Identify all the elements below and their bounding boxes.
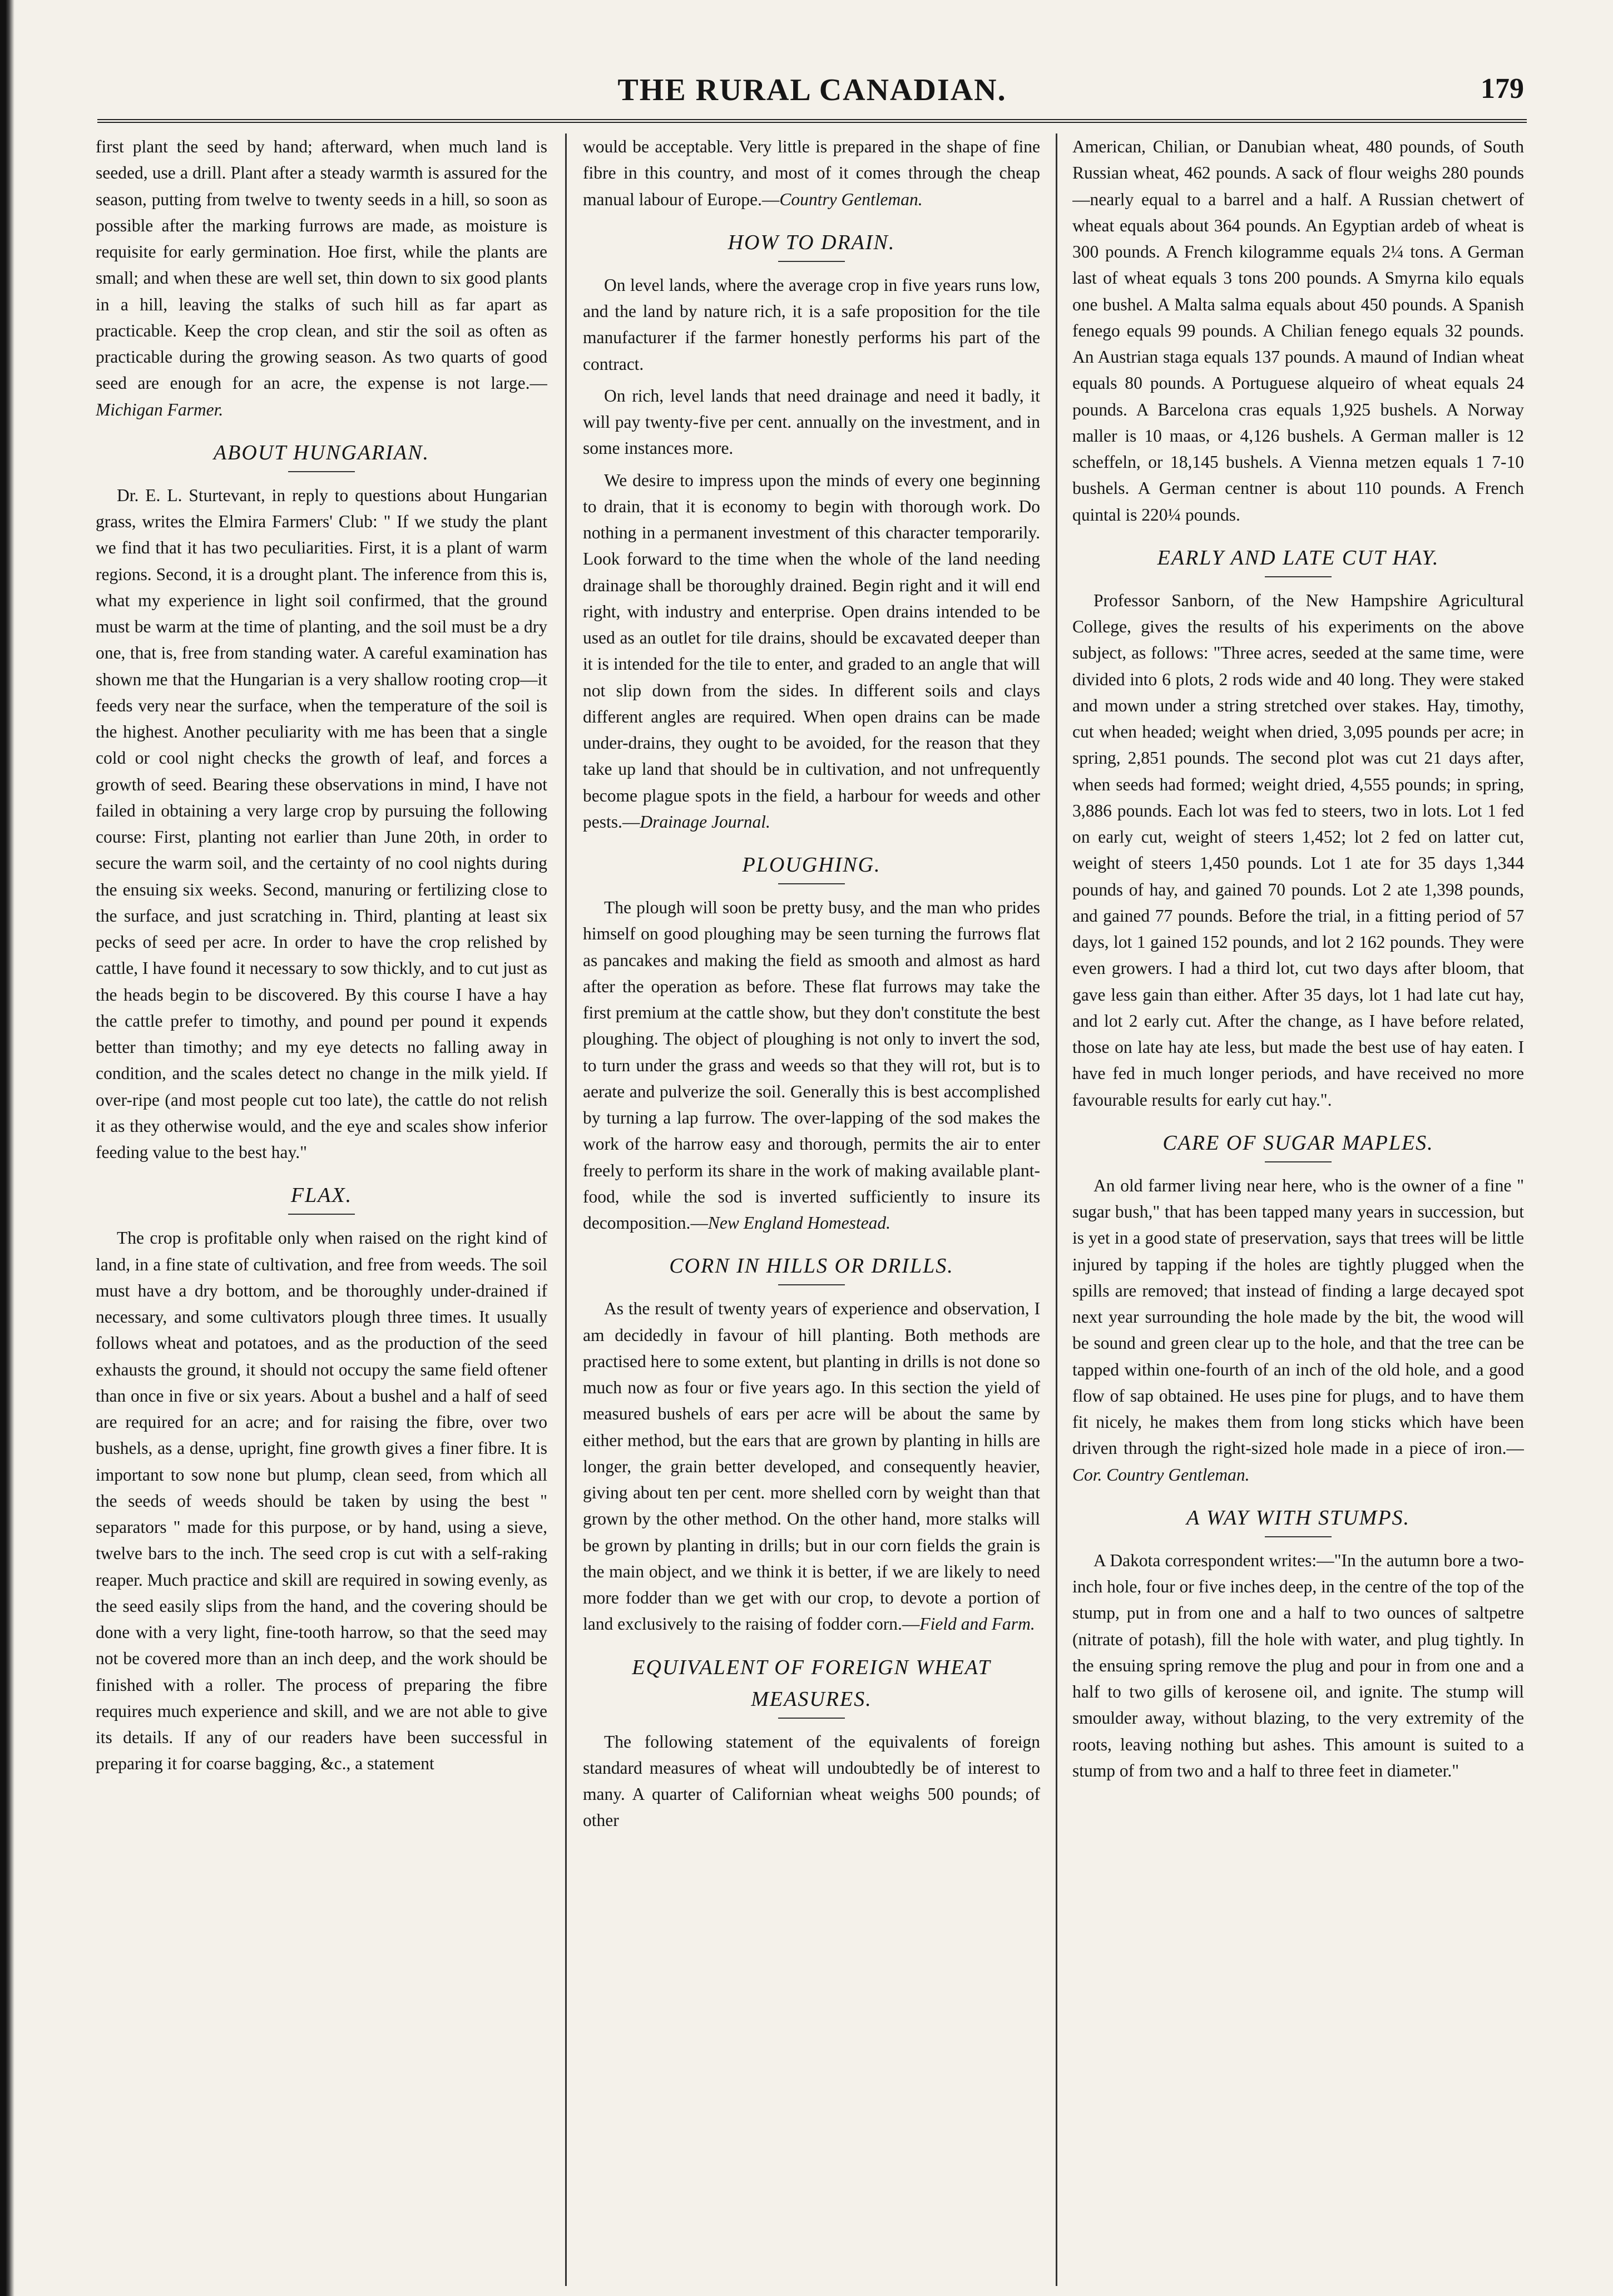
article-paragraph: Dr. E. L. Sturtevant, in reply to questions about Hungarian grass, writes the Elmira Farmers' Club: " If we study the plant we find that it has two peculiarities. First, it is a plant of warm regions. Second, it is a drought plant. The inference from this is, what my experience in light soil confirmed, that the ground must be warm at the time of planting, and the soil must be a dry one, that is, free from standing water. A careful examination has shown me that the Hungarian is a very shallow rooting crop—it feeds very near the surface, when the temperature of the soil is the highest. Another peculiarity with me has been that a single cold or cool night checks the growth of leaf, and forces a growth of seed. Bearing these observations in mind, I have not failed in obtaining a very large crop by pursuing the following course: First, planting not earlier than June 20th, in order to secure the warm soil, and the certainty of no cool nights during the ensuing six weeks. Second, manuring or fertilizing close to the surface, and just scratching in. Third, planting at least six pecks of seed per acre. In order to have the crop relished by cattle, I have found it necessary to sow thickly, and to cut just as the heads begin to be discovered. By this course I have a hay the cattle prefer to timothy, and pound per pound it expends better than timothy; and my eye detects no falling away in condition, and the scales detect no change in the milk yield. If over-ripe (and most people cut too late), the cattle do not relish it as they otherwise would, and the eye and scales show inferior feeding value to the best hay." — [96, 485, 547, 1162]
heading-rule — [778, 883, 845, 884]
paragraph-text: The plough will soon be pretty busy, and the man who prides himself on good ploughing may be seen turning the furrows flat as pancakes and making the field as smooth and almost as hard after the operation as before. These flat furrows may take the first premium at the cattle show, but they don't constitute the best ploughing. The object of ploughing is not only to invert the sod, to turn under the grass and weeds so that they will rot, but is to aerate and pulverize the soil. Generally this is best accomplished by turning a lap furrow. The over-lapping of the sod makes the work of the harrow easy and thorough, permits the air to enter freely to perform its share in the work of making available plant-food, while the sod is inverted sufficiently to insure its decomposition.— — [583, 898, 1040, 1233]
article-heading: FLAX. — [290, 1184, 353, 1208]
column-divider — [1056, 133, 1057, 2286]
article-paragraph: On rich, level lands that need drainage and need it badly, it will pay twenty-five per cent. annually on the investment, and in some instances more. — [583, 385, 1040, 458]
article-paragraph: A Dakota correspondent writes:—"In the autumn bore a two-inch hole, four or five inches deep, in the centre of the top of the stump, put in from one and a half to two ounces of saltpetre (nitrate of potash), fill the hole with water, and plug tightly. In the ensuing spring remove the plug and pour in from one and a half to two gills of kerosene oil, and ignite. The stump will smoulder away, without blazing, to the very extremity of the roots, leaving nothing but ashes. This amount is suited to a stump of from two and a half to three feet in diameter." — [1072, 1550, 1524, 1780]
article-heading: EQUIVALENT OF FOREIGN WHEAT MEASURES. — [632, 1655, 991, 1711]
header-rule — [97, 119, 1527, 123]
article-heading: CORN IN HILLS OR DRILLS. — [669, 1254, 954, 1278]
column-3 — [1072, 133, 1524, 2286]
source-credit: New England Homestead. — [707, 1213, 890, 1233]
column-2 — [583, 133, 1040, 2286]
heading-rule — [778, 261, 845, 262]
article-heading: ABOUT HUNGARIAN. — [213, 441, 430, 464]
paragraph-text: As the result of twenty years of experience and observation, I am decidedly in favour of hill planting. Both methods are practised here to some extent, but planting in drills is not done so much now as four or five years ago. In this section the yield of measured bushels of ears per acre will be about the same by either method, but the ears that are grown by planting in hills are longer, the grain better developed, and consequently heavier, giving about ten per cent. more shelled corn by weight than that grown by the other method. On the other hand, more stalks will be grown by planting in drills; but in our corn fields the grain is the main object, and we think it is better, if we are likely to need more fodder than we get with our crop, to devote a portion of land exclusively to the raising of fodder corn.— — [583, 1299, 1040, 1634]
article-paragraph — [583, 133, 1040, 212]
heading-rule — [1265, 1161, 1332, 1162]
column-1 — [96, 133, 547, 2286]
heading-rule — [778, 1718, 845, 1719]
article-heading: PLOUGHING. — [742, 853, 881, 877]
paragraph-text: An old farmer living near here, who is the owner of a fine " sugar bush," that has been tapped many years in succession, but is yet in a good state of preservation, says that trees will be little injured by tapping if the holes are tightly plugged when the spills are removed; that instead of finding a large decayed spot next year surrounding the hole made by the bit, the wood will be sound and green clear up to the hole, and that the tree can be tapped within one-fourth of an inch of the old hole, and a good flow of sap obtained. He uses pine for plugs, and to have them fit nicely, he makes them from long sticks which have been driven through the right-sized hole made in a piece of iron.— — [1072, 1175, 1524, 1458]
paragraph-text: would be acceptable. Very little is prepared in the shape of fine fibre in this country, and most of it comes through the cheap manual labour of Europe.— — [583, 137, 1040, 209]
paragraph-text: We desire to impress upon the minds of every one beginning to drain, that it is economy to begin with thorough work. Do nothing in a permanent investment of this character temporarily. Look forward to the time when the whole of the land needing drainage shall be thoroughly drained. Begin right and it will end right, with industry and enterprise. Open drains intended to be used as an outlet for tile drains, should be excavated deeper than it is intended for the tile to enter, and graded to an angle that will not slip down from the sides. In different soils and clays different angles are required. When open drains can be made under-drains, they ought to be avoided, for the reason that they take up land that should be in cultivation, and not unfrequently become plague spots in the field, a harbour for weeds and other pests.— — [583, 470, 1040, 832]
article-paragraph: On level lands, where the average crop in five years runs low, and the land by nature rich, it is a safe proposition for the tile manufacturer if the farmer honestly performs his part of the contract. — [583, 275, 1040, 374]
source-credit: Cor. Country Gentleman. — [1072, 1464, 1250, 1485]
article-heading: HOW TO DRAIN. — [728, 230, 895, 254]
paragraph-text: first plant the seed by hand; afterward, when much land is seeded, use a drill. Plant after a steady warmth is assured for the season, putting from twelve to twenty seeds in a hill, so soon as possible after the marking furrows are made, as moisture is requisite for early germination. Hoe first, while the plants are small; and when these are well set, thin down to six good plants in a hill, leaving the stalks of such hill as far apart as practicable. Keep the crop clean, and stir the soil as often as practicable during the growing season. As two quarts of good seed are enough for an acre, the expense is not large.— — [96, 137, 547, 393]
article-paragraph — [583, 894, 1040, 1236]
article-paragraph: The following statement of the equivalents of foreign standard measures of wheat will undoubtedly be of interest to many. A quarter of Californian wheat weighs 500 pounds; of other — [583, 1731, 1040, 1830]
article-heading: CARE OF SUGAR MAPLES. — [1162, 1131, 1434, 1155]
page-number: 179 — [1481, 73, 1524, 105]
page-header — [100, 72, 1524, 111]
publication-title: THE RURAL CANADIAN. — [617, 73, 1007, 107]
source-credit: Drainage Journal. — [640, 811, 770, 832]
article-paragraph: The crop is profitable only when raised on the right kind of land, in a fine state of cultivation, and free from weeds. The soil must have a dry bottom, and be thoroughly under-drained if necessary, and some cultivators plough three times. It usually follows wheat and potatoes, and as the production of the seed exhausts the ground, it should not occupy the same field oftener than once in five or six years. About a bushel and a half of seed are required for an acre; and for raising the fibre, over two bushels, as a dense, upright, fine growth gives a finer fibre. It is important to sow none but plump, clean seed, from which all the seeds of weeds should be taken by using the best " separators " made for this purpose, or by hand, using a sieve, twelve bars to the inch. The seed crop is cut with a self-raking reaper. Much practice and skill are required in sowing evenly, as the seed easily slips from the hand, and the covering should be done with a very light, fine-tooth harrow, so that the seed may not be covered more than an inch deep, and the work should be finished with a roller. The process of preparing the fibre requires much experience and skill, and we are not able to give its details. If any of our readers have been successful in preparing it for coarse bagging, &c., a statement — [96, 1228, 547, 1774]
scan-binding-edge — [0, 0, 14, 2296]
heading-rule — [1265, 576, 1332, 577]
source-credit: Country Gentleman. — [779, 189, 923, 209]
source-credit: Michigan Farmer. — [96, 399, 224, 419]
article-paragraph — [96, 133, 547, 423]
heading-rule — [1265, 1536, 1332, 1537]
article-heading: A WAY WITH STUMPS. — [1186, 1506, 1411, 1530]
article-heading: EARLY AND LATE CUT HAY. — [1157, 546, 1439, 570]
heading-rule — [288, 471, 355, 472]
article-paragraph: American, Chilian, or Danubian wheat, 480 pounds, of South Russian wheat, 462 pounds. A sack of flour weighs 280 pounds—nearly equal to a barrel and a half. A Russian chetwert of wheat equals about 364 pounds. An Egyptian ardeb of wheat is 300 pounds. A French kilogramme equals 2¼ tons. A German last of wheat equals 3 tons 200 pounds. A Smyrna kilo equals one bushel. A Malta salma equals about 450 pounds. A Spanish fenego equals 99 pounds. A Chilian fenego equals 32 pounds. An Austrian staga equals 137 pounds. A maund of Indian wheat equals 80 pounds. A Portuguese alqueiro of wheat equals 24 pounds. A Barcelona cras equals 1,925 bushels. A Norway maller is 10 maas, or 4,126 bushels. A German maller is 12 scheffeln, or 18,145 bushels. A Vienna metzen equals 1 7-10 bushels. A German centner is about 110 pounds. A French quintal is 220¼ pounds. — [1072, 137, 1524, 524]
article-paragraph — [583, 467, 1040, 835]
column-divider — [565, 133, 567, 2286]
heading-rule — [288, 1214, 355, 1215]
article-paragraph — [1072, 1172, 1524, 1488]
article-paragraph — [583, 1295, 1040, 1637]
heading-rule — [778, 1284, 845, 1285]
article-paragraph: Professor Sanborn, of the New Hampshire Agricultural College, gives the results of his experiments on the above subject, as follows: "Three acres, seeded at the same time, were divided into 6 plots, 2 rods wide and 40 long. They were staked and mown under a string stretched over stakes. Hay, timothy, cut when headed; weight when dried, 3,095 pounds per acre; in spring, 2,851 pounds. The second plot was cut 21 days after, when seeds had formed; weight dried, 4,555 pounds; in spring, 3,886 pounds. Each lot was fed to steers, two in lots. Lot 1 fed on early cut, weight of steers 1,452; lot 2 fed on latter cut, weight of steers 1,450 pounds. Lot 1 ate for 35 days 1,344 pounds of hay, and gained 70 pounds. Lot 2 ate 1,398 pounds, and gained 77 pounds. Before the trial, in a fitting period of 57 days, lot 1 gained 152 pounds, and lot 2 162 pounds. They were even growers. I had a third lot, cut two days after bloom, that gave less gain than either. After 35 days, lot 1 had late cut hay, and lot 2 early cut. After the change, as I have before related, those on late hay ate less, but made the best use of hay eaten. I have fed in much longer periods, and have received no more favourable results for early cut hay.". — [1072, 590, 1524, 1110]
source-credit: Field and Farm. — [919, 1614, 1035, 1634]
